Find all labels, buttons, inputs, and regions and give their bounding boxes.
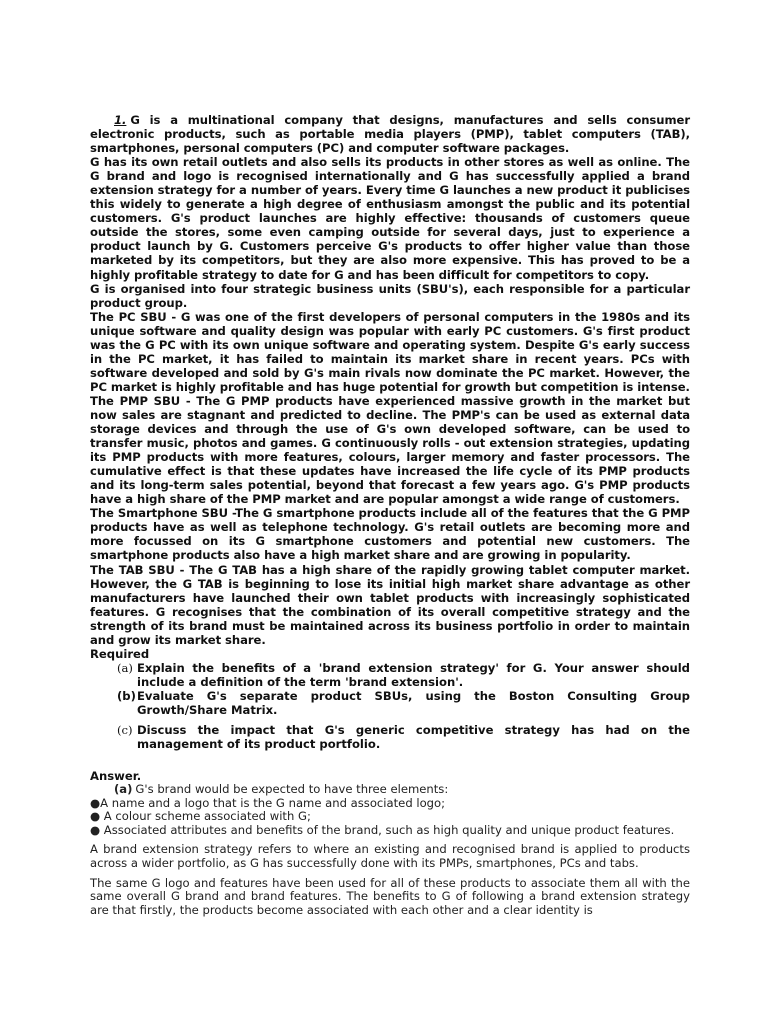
required-text-a: Explain the benefits of a 'brand extension strategy' for G. Your answer should include a definition of the term 'brand extension'. [137, 660, 690, 689]
answer-part-label: (a) [114, 782, 133, 797]
answer-bullet: ● Associated attributes and benefits of the brand, such as high quality and unique product features. [90, 822, 675, 837]
required-label-a: (a) [117, 660, 133, 675]
answer-intro-text: G's brand would be expected to have three elements: [135, 782, 449, 797]
required-heading: Required [90, 646, 150, 661]
required-label-b: (b) [117, 688, 136, 703]
question-number: 1. [114, 113, 127, 127]
answer-bullet: ● A colour scheme associated with G; [90, 809, 311, 824]
sbu-intro: G is organised into four strategic business units (SBU's), each responsible for a particular product group. [90, 281, 690, 310]
required-item-b [117, 689, 690, 717]
brand-paragraph: G has its own retail outlets and also sells its products in other stores as well as online. The G brand and logo is recognised internationally and G has successfully applied a brand extension strategy for a number of years. Every time G launches a new product it publicises this widely to generate a high degree of enthusiasm amongst the public and its potential customers. G's product launches are highly effective: thousands of customers queue outside the stores, some even camping outside for several days, just to experience a product launch by G. Customers perceive G's products to offer higher value than those marketed by its competitors, but they are also more expensive. This has proved to be a highly profitable strategy to date for G and has been difficult for competitors to copy. [90, 155, 690, 282]
question-intro [90, 113, 690, 155]
pc-sbu-paragraph: The PC SBU - G was one of the first developers of personal computers in the 1980s and its unique software and quality design was popular with early PC customers. G's first product was the G PC with its own unique software and operating system. Despite G's early success in the PC market, it has failed to maintain its market share in recent years. PCs with software developed and sold by G's main rivals now dominate the PC market. However, the PC market is highly profitable and has huge potential for growth but competition is intense. [90, 309, 690, 394]
document-page [90, 113, 690, 917]
required-item-a [117, 661, 690, 689]
answer-paragraph-1: A brand extension strategy refers to where an existing and recognised brand is applied to products across a wider portfolio, as G has successfully done with its PMPs, smartphones, PCs and tabs. [90, 842, 690, 871]
question-intro-text: G is a multinational company that designs, manufactures and sells consumer electronic products, such as portable media players (PMP), tablet computers (TAB), smartphones, personal computers (PC) and computer software packages. [90, 113, 690, 156]
answer-heading: Answer. [90, 769, 142, 784]
answer-paragraph-2: The same G logo and features have been used for all of these products to associate them all with the same overall G brand and brand features. The benefits to G of following a brand extension strategy are that firstly, the products become associated with each other and a clear identity is [90, 875, 690, 917]
required-label-c: (c) [117, 723, 133, 738]
required-item-c [117, 723, 690, 751]
answer-intro [90, 783, 690, 797]
answer-bullet: ●A name and a logo that is the G name and associated logo; [90, 795, 446, 810]
required-text-c: Discuss the impact that G's generic competitive strategy has had on the management of its product portfolio. [137, 723, 690, 752]
pmp-sbu-paragraph: The PMP SBU - The G PMP products have experienced massive growth in the market but now sales are stagnant and predicted to decline. The PMP's can be used as external data storage devices and through the use of G's own developed software, can be used to transfer music, photos and games. G continuously rolls - out extension strategies, updating its PMP products with more features, colours, larger memory and faster processors. The cumulative effect is that these updates have increased the life cycle of its PMP products and its long-term sales potential, beyond that forecast a few years ago. G's PMP products have a high share of the PMP market and are popular amongst a wide range of customers. [90, 393, 690, 507]
tab-sbu-paragraph: The TAB SBU - The G TAB has a high share of the rapidly growing tablet computer market. However, the G TAB is beginning to lose its initial high market share advantage as other manufacturers have launched their own tablet products with increasingly sophisticated features. G recognises that the combination of its overall competitive strategy and the strength of its brand must be maintained across its business portfolio in order to maintain and grow its market share. [90, 562, 690, 647]
required-text-b: Evaluate G's separate product SBUs, using the Boston Consulting Group Growth/Share Matrix. [137, 688, 690, 717]
smartphone-sbu-paragraph: The Smartphone SBU -The G smartphone products include all of the features that the G PMP products have as well as telephone technology. G's retail outlets are becoming more and more focussed on its G smartphone customers and potential new customers. The smartphone products also have a high market share and are growing in popularity. [90, 506, 690, 563]
